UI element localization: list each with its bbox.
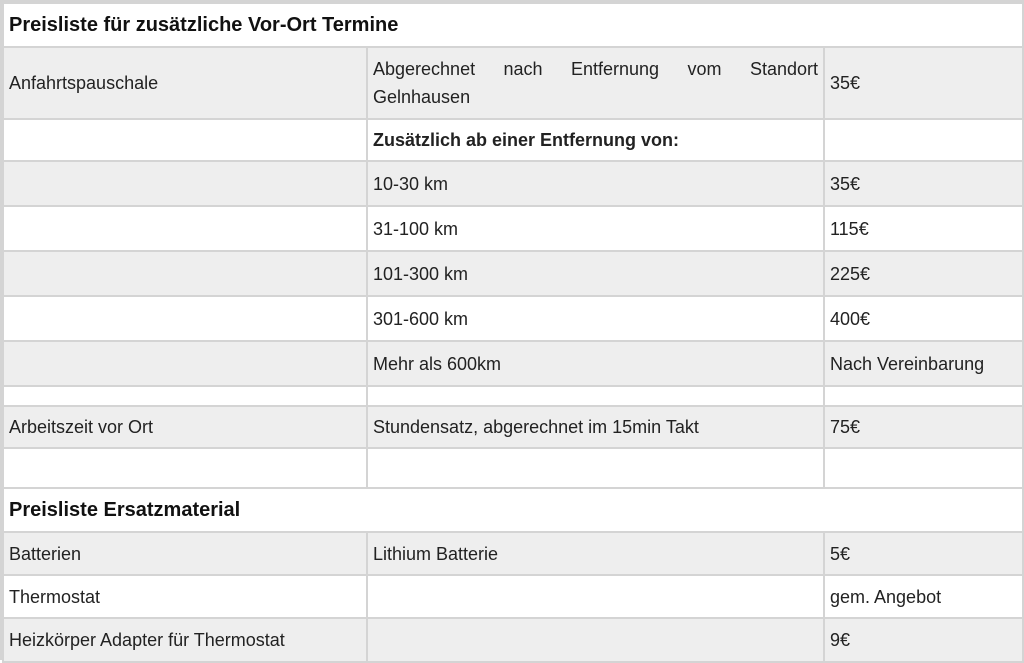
row-description	[367, 386, 824, 406]
section-title-on-site: Preisliste für zusätzliche Vor-Ort Termine	[3, 3, 1023, 47]
table-row	[3, 532, 1023, 575]
row-description	[367, 618, 824, 662]
row-description: 301-600 km	[367, 296, 824, 341]
row-price: 9€	[824, 618, 1023, 662]
table-row	[3, 575, 1023, 618]
table-row	[3, 341, 1023, 386]
table-row	[3, 251, 1023, 296]
row-label	[3, 161, 367, 206]
row-label	[3, 251, 367, 296]
section-header-row	[3, 488, 1023, 532]
table-row	[3, 206, 1023, 251]
table-row	[3, 296, 1023, 341]
section-header-row	[3, 3, 1023, 47]
row-label	[3, 206, 367, 251]
row-price: Nach Vereinbarung	[824, 341, 1023, 386]
row-label: Batterien	[3, 532, 367, 575]
price-table	[2, 2, 1024, 663]
table-row	[3, 406, 1023, 448]
row-label	[3, 119, 367, 161]
row-price: 115€	[824, 206, 1023, 251]
section-title-replacement: Preisliste Ersatzmaterial	[3, 488, 1023, 532]
row-description: Zusätzlich ab einer Entfernung von:	[367, 119, 824, 161]
row-label: Anfahrtspauschale	[3, 47, 367, 119]
row-price: 225€	[824, 251, 1023, 296]
row-price: 400€	[824, 296, 1023, 341]
row-price: gem. Angebot	[824, 575, 1023, 618]
table-row	[3, 618, 1023, 662]
table-row	[3, 161, 1023, 206]
row-label: Thermostat	[3, 575, 367, 618]
row-description: Mehr als 600km	[367, 341, 824, 386]
row-label	[3, 341, 367, 386]
table-row	[3, 119, 1023, 161]
row-price	[824, 448, 1023, 488]
row-label	[3, 448, 367, 488]
row-description: Lithium Batterie	[367, 532, 824, 575]
row-description: 101-300 km	[367, 251, 824, 296]
row-label: Heizkörper Adapter für Thermostat	[3, 618, 367, 662]
row-price: 75€	[824, 406, 1023, 448]
row-description	[367, 575, 824, 618]
table-row	[3, 448, 1023, 488]
table-row-spacer	[3, 386, 1023, 406]
row-description: Stundensatz, abgerechnet im 15min Takt	[367, 406, 824, 448]
table-row	[3, 47, 1023, 119]
row-description: 10-30 km	[367, 161, 824, 206]
row-description: Abgerechnet nach Entfernung vom Standort Gelnhausen	[367, 47, 824, 119]
row-price: 35€	[824, 161, 1023, 206]
row-label: Arbeitszeit vor Ort	[3, 406, 367, 448]
row-price: 5€	[824, 532, 1023, 575]
row-description	[367, 448, 824, 488]
row-description: 31-100 km	[367, 206, 824, 251]
row-label	[3, 296, 367, 341]
row-price: 35€	[824, 47, 1023, 119]
row-price	[824, 386, 1023, 406]
row-label	[3, 386, 367, 406]
row-price	[824, 119, 1023, 161]
